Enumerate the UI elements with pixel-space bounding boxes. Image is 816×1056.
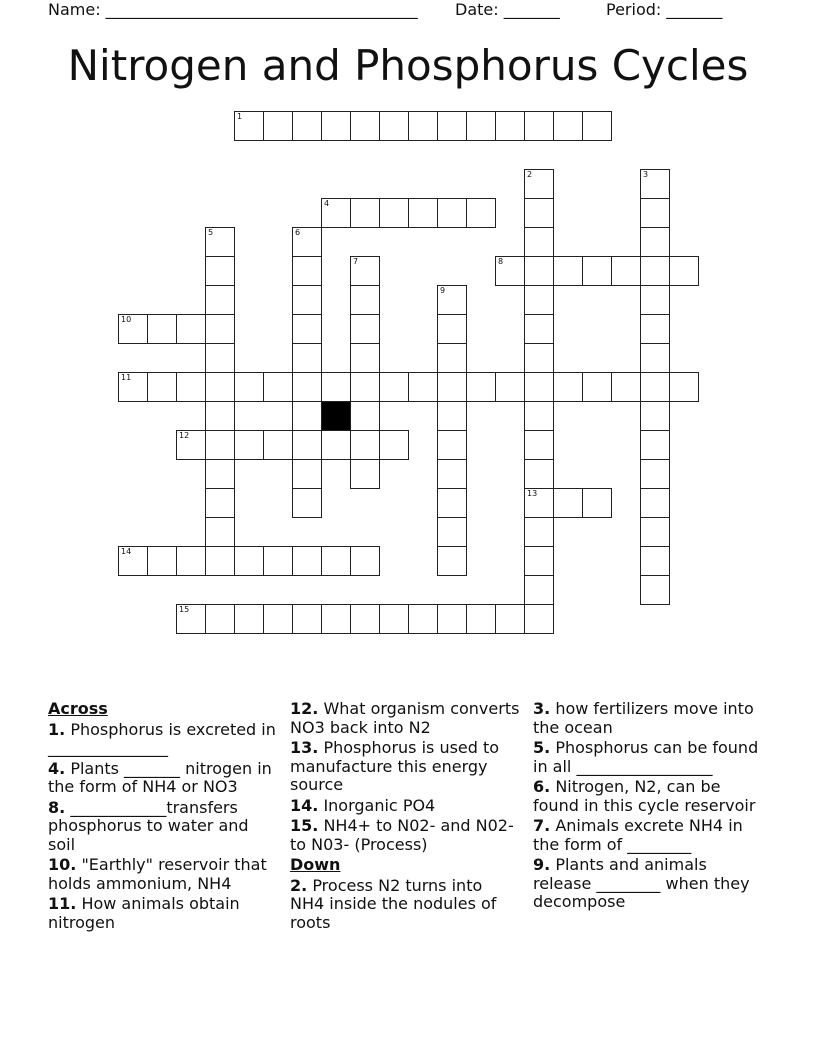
letter-cell[interactable] (524, 401, 554, 431)
letter-cell[interactable] (437, 111, 467, 141)
clue-across-8 (48, 799, 278, 855)
letter-cell[interactable] (292, 488, 322, 518)
letter-cell[interactable] (640, 343, 670, 373)
clue-number: 10. (48, 855, 77, 874)
clue-text: "Earthly" reservoir that holds ammonium, NH4 (48, 855, 267, 893)
cell-number: 1 (237, 112, 243, 121)
letter-cell[interactable] (234, 372, 264, 402)
clue-across-1 (48, 721, 278, 758)
letter-cell[interactable] (524, 372, 554, 402)
down-header: Down (290, 855, 341, 874)
letter-cell[interactable] (379, 372, 409, 402)
letter-cell[interactable] (553, 111, 583, 141)
letter-cell[interactable] (379, 604, 409, 634)
letter-cell[interactable] (350, 111, 380, 141)
letter-cell[interactable] (582, 488, 612, 518)
letter-cell[interactable] (640, 459, 670, 489)
letter-cell[interactable] (321, 546, 351, 576)
letter-cell[interactable] (263, 372, 293, 402)
clue-number: 14. (290, 795, 319, 815)
letter-cell[interactable] (640, 546, 670, 576)
letter-cell[interactable] (205, 343, 235, 373)
letter-cell[interactable] (437, 430, 467, 460)
letter-cell[interactable] (524, 343, 554, 373)
clue-number: 4. (48, 758, 66, 778)
letter-cell[interactable] (205, 546, 235, 576)
clue-across-4 (48, 760, 278, 797)
clues-section (48, 700, 778, 960)
cell-number: 8 (498, 257, 504, 266)
letter-cell[interactable] (408, 372, 438, 402)
letter-cell[interactable] (553, 488, 583, 518)
letter-cell[interactable] (582, 372, 612, 402)
letter-cell[interactable] (640, 517, 670, 547)
cell-number: 2 (527, 170, 533, 179)
clue-across-13 (290, 739, 520, 795)
letter-cell[interactable] (350, 546, 380, 576)
letter-cell[interactable] (437, 604, 467, 634)
clue-text: NH4+ to N02- and N02- to N03- (Process) (290, 816, 514, 854)
letter-cell[interactable] (263, 546, 293, 576)
clue-number: 15. (290, 816, 319, 835)
letter-cell[interactable] (437, 314, 467, 344)
letter-cell[interactable] (205, 430, 235, 460)
period-field[interactable]: Period: _______ (606, 0, 723, 19)
letter-cell[interactable] (524, 546, 554, 576)
letter-cell[interactable] (292, 459, 322, 489)
letter-cell[interactable] (292, 343, 322, 373)
date-field[interactable]: Date: _______ (455, 0, 560, 19)
letter-cell[interactable] (234, 111, 264, 141)
clue-number: 13. (290, 738, 319, 757)
letter-cell[interactable] (350, 343, 380, 373)
letter-cell[interactable] (524, 285, 554, 315)
clue-text: What organism converts NO3 back into N2 (290, 699, 520, 737)
letter-cell[interactable] (147, 546, 177, 576)
clue-down-6 (533, 778, 763, 815)
letter-cell[interactable] (495, 604, 525, 634)
letter-cell[interactable] (437, 459, 467, 489)
letter-cell[interactable] (495, 372, 525, 402)
letter-cell[interactable] (640, 256, 670, 286)
letter-cell[interactable] (321, 604, 351, 634)
letter-cell[interactable] (205, 256, 235, 286)
letter-cell[interactable] (379, 111, 409, 141)
clue-down-3 (533, 700, 763, 737)
letter-cell[interactable] (408, 198, 438, 228)
page-title: Nitrogen and Phosphorus Cycles (67, 41, 749, 90)
clue-down-5 (533, 739, 763, 776)
letter-cell[interactable] (640, 285, 670, 315)
letter-cell[interactable] (379, 430, 409, 460)
letter-cell[interactable] (524, 604, 554, 634)
blocked-cell (321, 401, 351, 431)
letter-cell[interactable] (524, 111, 554, 141)
letter-cell[interactable] (205, 401, 235, 431)
clue-text: Plants _______ nitrogen in the form of NH4 or NO3 (48, 758, 272, 796)
cell-number: 15 (179, 605, 190, 614)
letter-cell[interactable] (205, 285, 235, 315)
letter-cell[interactable] (263, 430, 293, 460)
clue-number: 3. (533, 699, 551, 718)
letter-cell[interactable] (640, 401, 670, 431)
clue-across-14 (290, 797, 520, 816)
letter-cell[interactable] (640, 314, 670, 344)
cell-number: 12 (179, 431, 190, 440)
letter-cell[interactable] (524, 198, 554, 228)
letter-cell[interactable] (524, 517, 554, 547)
clue-down-7 (533, 817, 763, 854)
letter-cell[interactable] (205, 227, 235, 257)
clue-number: 5. (533, 738, 551, 757)
letter-cell[interactable] (321, 198, 351, 228)
letter-cell[interactable] (582, 111, 612, 141)
clue-column-1 (48, 700, 278, 934)
clue-text: Phosphorus is used to manufacture this energy source (290, 738, 500, 794)
letter-cell[interactable] (321, 372, 351, 402)
letter-cell[interactable] (205, 459, 235, 489)
clue-number: 9. (533, 855, 551, 874)
letter-cell[interactable] (205, 517, 235, 547)
letter-cell[interactable] (176, 546, 206, 576)
letter-cell[interactable] (669, 256, 699, 286)
letter-cell[interactable] (524, 256, 554, 286)
clue-text: Phosphorus is excreted in _______________ (48, 719, 276, 757)
letter-cell[interactable] (350, 430, 380, 460)
letter-cell[interactable] (263, 604, 293, 634)
clue-down-9 (533, 856, 763, 912)
letter-cell[interactable] (437, 546, 467, 576)
cell-number: 14 (121, 547, 132, 556)
cell-number: 6 (295, 228, 301, 237)
cell-number: 3 (643, 170, 649, 179)
clue-number: 12. (290, 699, 319, 718)
letter-cell[interactable] (292, 111, 322, 141)
letter-cell[interactable] (640, 372, 670, 402)
letter-cell[interactable] (437, 488, 467, 518)
letter-cell[interactable] (350, 372, 380, 402)
letter-cell[interactable] (176, 372, 206, 402)
letter-cell[interactable] (524, 430, 554, 460)
cell-number: 4 (324, 199, 330, 208)
letter-cell[interactable] (205, 314, 235, 344)
letter-cell[interactable] (321, 111, 351, 141)
across-header: Across (48, 699, 108, 718)
letter-cell[interactable] (176, 430, 206, 460)
letter-cell[interactable] (495, 256, 525, 286)
clue-number: 2. (290, 875, 308, 895)
letter-cell[interactable] (292, 401, 322, 431)
cell-number: 5 (208, 228, 214, 237)
clue-number: 8. (48, 797, 66, 817)
letter-cell[interactable] (292, 604, 322, 634)
letter-cell[interactable] (292, 314, 322, 344)
cell-number: 9 (440, 286, 446, 295)
clue-column-3 (533, 700, 763, 914)
letter-cell[interactable] (495, 111, 525, 141)
letter-cell[interactable] (350, 285, 380, 315)
letter-cell[interactable] (205, 372, 235, 402)
letter-cell[interactable] (147, 314, 177, 344)
letter-cell[interactable] (350, 314, 380, 344)
letter-cell[interactable] (611, 372, 641, 402)
letter-cell[interactable] (437, 401, 467, 431)
letter-cell[interactable] (669, 372, 699, 402)
clue-number: 11. (48, 894, 77, 913)
letter-cell[interactable] (408, 111, 438, 141)
letter-cell[interactable] (350, 459, 380, 489)
letter-cell[interactable] (524, 488, 554, 518)
clue-text: How animals obtain nitrogen (48, 894, 240, 932)
letter-cell[interactable] (640, 488, 670, 518)
letter-cell[interactable] (553, 256, 583, 286)
letter-cell[interactable] (321, 430, 351, 460)
letter-cell[interactable] (437, 372, 467, 402)
letter-cell[interactable] (524, 227, 554, 257)
letter-cell[interactable] (408, 604, 438, 634)
letter-cell[interactable] (176, 314, 206, 344)
cell-number: 10 (121, 315, 132, 324)
clue-number: 1. (48, 719, 66, 739)
clue-number: 6. (533, 777, 551, 796)
clue-across-11 (48, 895, 278, 932)
letter-cell[interactable] (234, 430, 264, 460)
letter-cell[interactable] (524, 169, 554, 199)
letter-cell[interactable] (437, 285, 467, 315)
letter-cell[interactable] (640, 430, 670, 460)
clue-text: ____________transfers phosphorus to water and soil (48, 797, 249, 854)
letter-cell[interactable] (466, 198, 496, 228)
letter-cell[interactable] (263, 111, 293, 141)
letter-cell[interactable] (118, 372, 148, 402)
clue-across-15 (290, 817, 520, 854)
letter-cell[interactable] (292, 430, 322, 460)
letter-cell[interactable] (350, 256, 380, 286)
letter-cell[interactable] (466, 111, 496, 141)
letter-cell[interactable] (437, 198, 467, 228)
letter-cell[interactable] (640, 227, 670, 257)
letter-cell[interactable] (292, 546, 322, 576)
letter-cell[interactable] (466, 604, 496, 634)
letter-cell[interactable] (234, 546, 264, 576)
letter-cell[interactable] (176, 604, 206, 634)
clue-text: Process N2 turns into NH4 inside the nodules of roots (290, 875, 497, 932)
clue-text: Nitrogen, N2, can be found in this cycle reservoir (533, 777, 756, 815)
letter-cell[interactable] (437, 343, 467, 373)
letter-cell[interactable] (350, 604, 380, 634)
name-field[interactable]: Name: _______________________________________ (48, 0, 418, 19)
clue-column-2 (290, 700, 520, 934)
letter-cell[interactable] (466, 372, 496, 402)
clue-text: Animals excrete NH4 in the form of ________ (533, 816, 743, 854)
letter-cell[interactable] (292, 372, 322, 402)
letter-cell[interactable] (524, 314, 554, 344)
clue-across-10 (48, 856, 278, 893)
clue-down-2 (290, 877, 520, 933)
letter-cell[interactable] (205, 488, 235, 518)
clue-text: Plants and animals release ________ when they decompose (533, 855, 750, 911)
cell-number: 7 (353, 257, 359, 266)
letter-cell[interactable] (379, 198, 409, 228)
clue-across-12 (290, 700, 520, 737)
letter-cell[interactable] (147, 372, 177, 402)
letter-cell[interactable] (118, 546, 148, 576)
cell-number: 13 (527, 489, 538, 498)
letter-cell[interactable] (611, 256, 641, 286)
letter-cell[interactable] (292, 227, 322, 257)
cell-number: 11 (121, 373, 132, 382)
letter-cell[interactable] (553, 372, 583, 402)
letter-cell[interactable] (350, 401, 380, 431)
clue-text: Phosphorus can be found in all _________________ (533, 738, 759, 776)
clue-text: Inorganic PO4 (323, 795, 436, 815)
letter-cell[interactable] (524, 459, 554, 489)
letter-cell[interactable] (350, 198, 380, 228)
letter-cell[interactable] (582, 256, 612, 286)
letter-cell[interactable] (205, 604, 235, 634)
letter-cell[interactable] (640, 169, 670, 199)
letter-cell[interactable] (118, 314, 148, 344)
letter-cell[interactable] (234, 604, 264, 634)
clue-number: 7. (533, 816, 551, 835)
letter-cell[interactable] (640, 198, 670, 228)
letter-cell[interactable] (292, 285, 322, 315)
letter-cell[interactable] (524, 575, 554, 605)
clue-text: how fertilizers move into the ocean (533, 699, 754, 737)
letter-cell[interactable] (640, 575, 670, 605)
letter-cell[interactable] (437, 517, 467, 547)
letter-cell[interactable] (292, 256, 322, 286)
